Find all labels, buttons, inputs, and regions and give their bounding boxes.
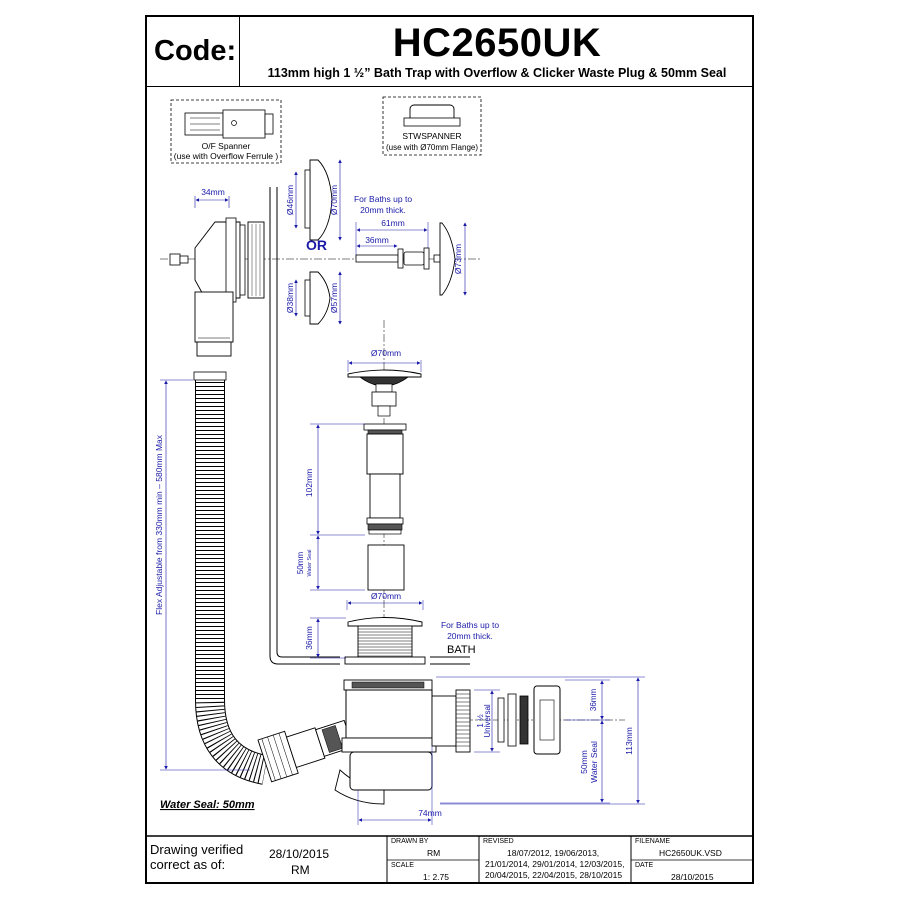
dim-38mm: Ø38mm [285, 282, 295, 314]
clicker-plug [348, 348, 421, 416]
overflow-cap-large [285, 160, 340, 240]
scale-label: SCALE [391, 862, 414, 869]
of-spanner-label: O/F Spanner [201, 141, 251, 151]
bath-label: BATH [447, 644, 476, 656]
date-label: DATE [635, 862, 654, 869]
water-seal-small-label: Water Seal [307, 549, 313, 577]
of-spanner-note: (use with Overflow Ferrule ) [173, 151, 279, 161]
flex-adjustable-label: Flex Adjustable from 330mm min – 580mm Max [154, 435, 164, 615]
dim-73mm: Ø73mm [453, 243, 463, 275]
product-code: HC2650UK [392, 21, 602, 65]
dim-36mm-outlet: 36mm [589, 688, 598, 712]
or-label: OR [306, 237, 327, 253]
dim-34mm: 34mm [201, 187, 225, 197]
date-value: 28/10/2015 [671, 872, 714, 882]
verified-line-1: Drawing verified [150, 842, 244, 857]
date-cell [631, 860, 754, 884]
stwspanner-label: STWSPANNER [402, 131, 462, 141]
seal-water-label: Water Seal [589, 741, 599, 783]
baths-note-top-1: For Baths up to [353, 194, 413, 204]
dim-61mm: 61mm [381, 218, 405, 228]
standpipe [296, 424, 406, 590]
seal-50mm: 50mm [579, 750, 589, 774]
dim-113mm: 113mm [624, 727, 634, 755]
dim-74mm: 74mm [418, 808, 442, 818]
stwspanner-note: (use with Ø70mm Flange) [385, 143, 479, 152]
water-seal-main-label: Water Seal: 50mm [160, 799, 255, 811]
drawn-by-value: RM [427, 848, 441, 858]
revised-cell [479, 836, 631, 884]
verified-date: 28/10/2015 [269, 847, 330, 861]
baths-note-mid-2: 20mm thick. [447, 631, 493, 641]
drawn-by-cell [387, 836, 479, 860]
code-label: Code: [154, 35, 237, 67]
drawn-by-label: DRAWN BY [391, 838, 429, 845]
baths-note-top-2: 20mm thick. [360, 205, 406, 215]
universal-label: Universal [483, 704, 492, 738]
dim-102mm: 102mm [304, 468, 314, 498]
filename-label: FILENAME [635, 838, 671, 845]
scale-value: 1: 2.75 [423, 872, 449, 882]
dim-70mm-flange: Ø70mm [370, 591, 402, 601]
revised-label: REVISED [483, 838, 514, 845]
dim-36mm-bolt: 36mm [365, 235, 389, 245]
product-description: 113mm high 1 ½” Bath Trap with Overflow & Clicker Waste Plug & 50mm Seal [267, 66, 727, 80]
dim-50mm-seal: 50mm [296, 551, 305, 575]
filename-cell [631, 836, 754, 860]
overflow-cap-small [285, 272, 340, 324]
baths-note-mid-1: For Baths up to [440, 620, 500, 630]
dim-70mm-top: Ø70mm [329, 184, 339, 216]
universal-size: 1 ½ [476, 714, 485, 728]
verification-cell [145, 836, 387, 884]
of-spanner-group [171, 100, 281, 163]
dim-46mm: Ø46mm [285, 184, 295, 216]
verified-by: RM [291, 863, 310, 877]
dim-57mm: Ø57mm [329, 282, 339, 314]
revised-line-1: 18/07/2012, 19/06/2013, [507, 848, 600, 858]
dim-36mm-flange: 36mm [304, 626, 314, 650]
overflow-assembly [170, 187, 264, 356]
revised-line-3: 20/04/2015, 22/04/2015, 28/10/2015 [485, 870, 623, 880]
scale-cell [387, 860, 479, 884]
stwspanner-group [383, 97, 481, 155]
filename-value: HC2650UK.VSD [659, 848, 722, 858]
verified-line-2: correct as of: [150, 857, 226, 872]
flexible-hose [154, 372, 265, 770]
revised-line-2: 21/01/2014, 29/01/2014, 12/03/2015, [485, 859, 625, 869]
overflow-bolt-option [354, 194, 465, 295]
dim-70mm-plug: Ø70mm [370, 348, 402, 358]
